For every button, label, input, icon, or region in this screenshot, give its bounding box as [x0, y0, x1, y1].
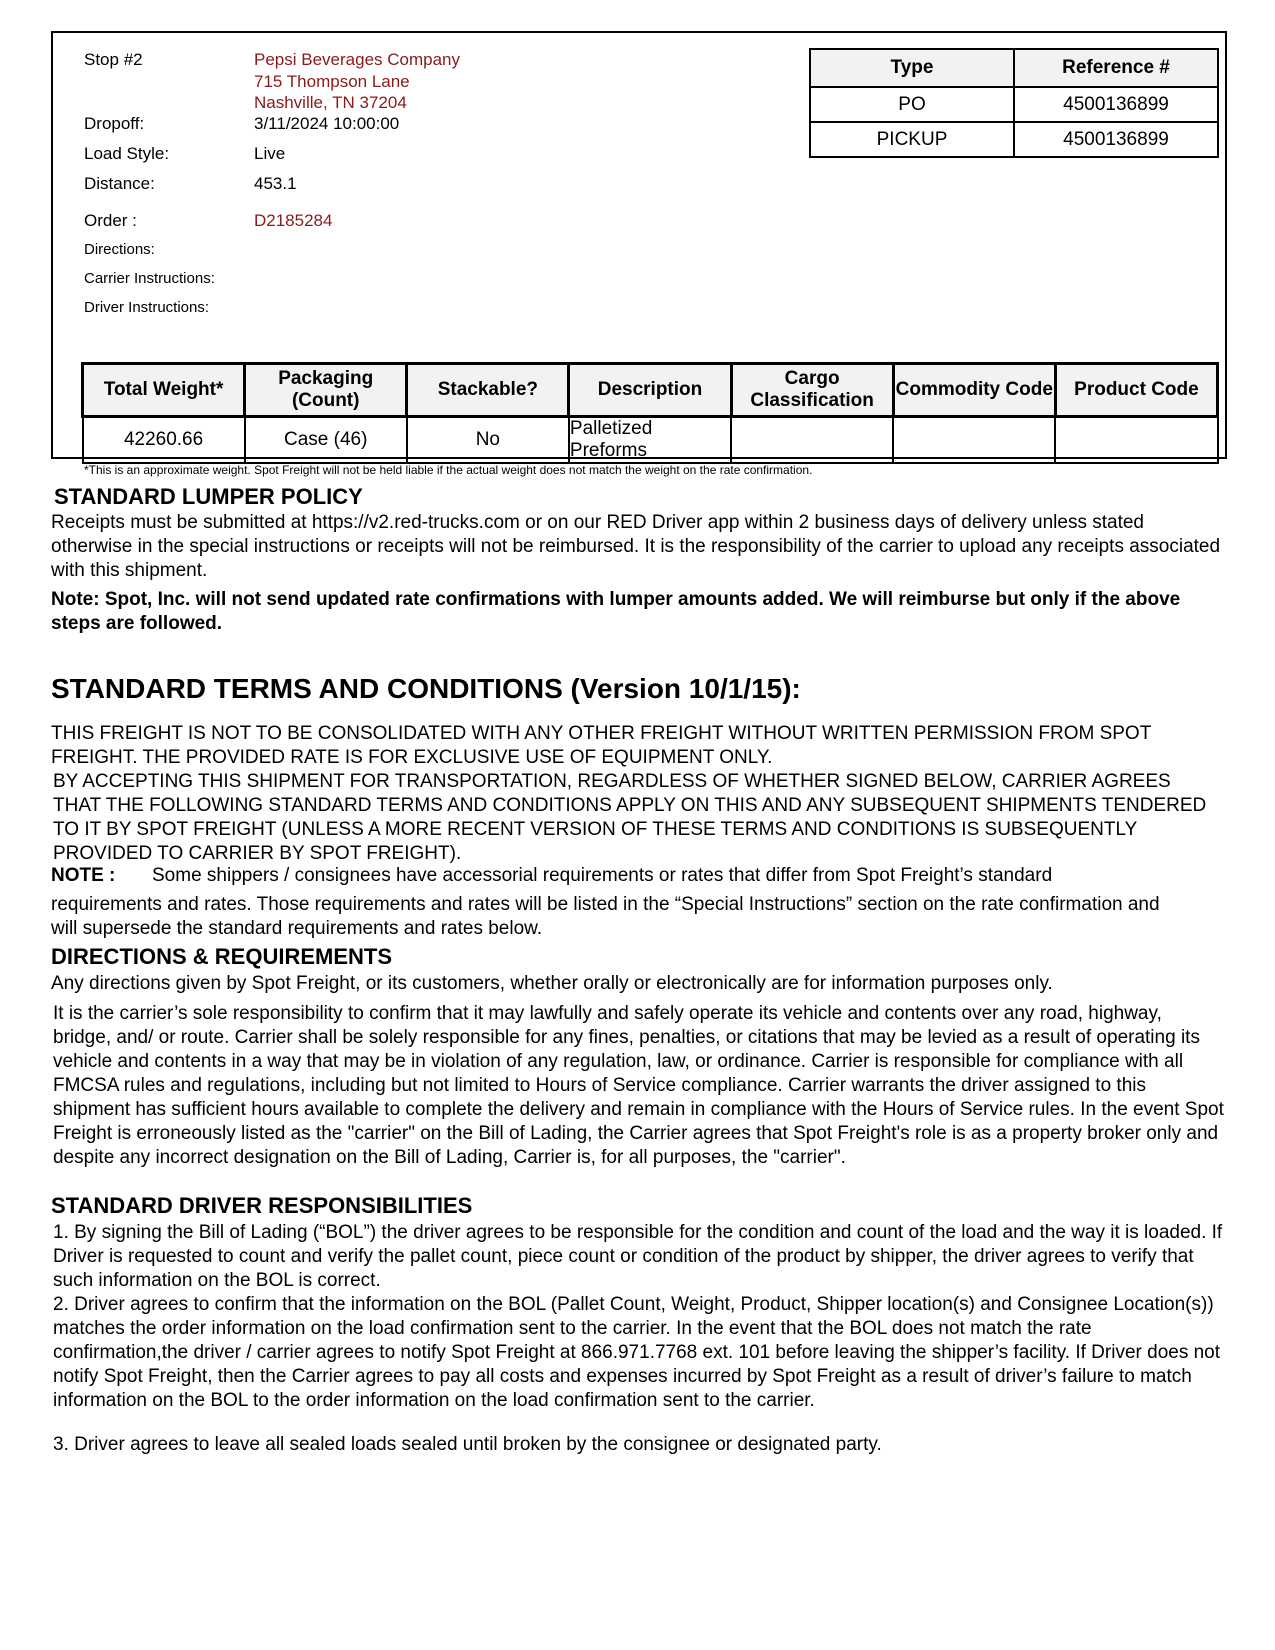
description-cell: Palletized Preforms: [569, 417, 731, 464]
directions-paragraph-1: Any directions given by Spot Freight, or its customers, whether orally or electronically are for information purposes only.: [51, 973, 1053, 994]
reference-table-header: [810, 49, 1218, 87]
terms-paragraph-1: THIS FREIGHT IS NOT TO BE CONSOLIDATED WITH ANY OTHER FREIGHT WITHOUT WRITTEN PERMISSION FROM SPOT FREIGHT. THE PROVIDED RATE IS FOR EXCLUSIVE USE OF EQUIPMENT ONLY.: [51, 723, 1151, 768]
order-value: D2185284: [254, 211, 333, 230]
header-total-weight: Total Weight*: [83, 364, 245, 417]
weight-footnote: *This is an approximate weight. Spot Freight will not be held liable if the actual weight does not match the weight on the rate confirmation.: [84, 463, 813, 477]
driver-responsibilities-heading: STANDARD DRIVER RESPONSIBILITIES: [51, 1193, 473, 1218]
driver-responsibility-2: 2. Driver agrees to confirm that the information on the BOL (Pallet Count, Weight, Product, Shipper location(s) and Consignee Location(s)) matches the order information on the load confirmation sent to the carrier. In the event that the BOL does not match the rate confirmation,the driver / carrier agrees to notify Spot Freight at 866.971.7768 ext. 101 before leaving the shipper’s facility. If Driver does not notify Spot Freight, then the Carrier agrees to pay all costs and expenses incurred by Spot Freight as a result of driver’s failure to match information on the BOL to the order information on the load confirmation sent to the carrier.: [53, 1294, 1221, 1411]
header-description: Description: [569, 364, 731, 417]
dropoff-value: 3/11/2024 10:00:00: [254, 114, 400, 133]
load-style-value: Live: [254, 144, 286, 163]
lumper-policy-body: Receipts must be submitted at https://v2.red-trucks.com or on our RED Driver app within 2 business days of delivery unless stated otherwise in the special instructions or receipts will not be reimbursed. It is the responsibility of the carrier to upload any receipts associated with this shipment.: [51, 512, 1221, 581]
reference-table: [809, 48, 1219, 158]
driver-responsibility-3: 3. Driver agrees to leave all sealed loads sealed until broken by the consignee or designated party.: [53, 1434, 882, 1455]
ref-type-cell: PICKUP: [810, 122, 1014, 157]
commodity-code-cell: [893, 417, 1055, 464]
ref-number-cell: 4500136899: [1014, 122, 1218, 157]
consignee-company: Pepsi Beverages Company: [254, 50, 461, 69]
load-style-label: Load Style:: [84, 144, 170, 163]
header-cargo-classification: Cargo Classification: [731, 364, 893, 417]
product-code-cell: [1055, 417, 1217, 464]
driver-responsibility-1: 1. By signing the Bill of Lading (“BOL”) the driver agrees to be responsible for the condition and count of the load and the way it is loaded. If Driver is requested to count and verify the pallet count, piece count or condition of the product by shipper, the driver agrees to verify that such information on the BOL is correct.: [53, 1222, 1223, 1291]
header-commodity-code: Commodity Code: [893, 364, 1055, 417]
table-row: [810, 122, 1218, 157]
terms-heading: STANDARD TERMS AND CONDITIONS (Version 10/1/15):: [51, 673, 801, 704]
stop-label: Stop #2: [84, 50, 143, 69]
ref-header-reference: Reference #: [1014, 49, 1218, 87]
header-product-code: Product Code: [1055, 364, 1217, 417]
dropoff-label: Dropoff:: [84, 114, 145, 133]
terms-note-first-line: Some shippers / consignees have accessorial requirements or rates that differ from Spot Freight’s standard: [152, 865, 1053, 886]
consignee-address-line2: Nashville, TN 37204: [254, 93, 407, 112]
directions-paragraph-2: It is the carrier’s sole responsibility to confirm that it may lawfully and safely operate its vehicle and contents over any road, highway, bridge, and/ or route. Carrier shall be solely responsible for any fines, penalties, or citations that may be levied as a result of operating its vehicle and contents in a way that may be in violation of any regulation, law, or ordinance. Carrier is responsible for compliance with all FMCSA rules and regulations, including but not limited to Hours of Service compliance. Carrier warrants the driver assigned to this shipment has sufficient hours available to complete the delivery and remain in compliance with the Hours of Service rules. In the event Spot Freight is erroneously listed as the "carrier" on the Bill of Lading, the Carrier agrees that Spot Freight's role is as a property broker only and despite any incorrect designation on the Bill of Lading, Carrier is, for all purposes, the "carrier".: [53, 1003, 1224, 1168]
freight-table: [81, 362, 1219, 464]
distance-value: 453.1: [254, 174, 297, 193]
table-row: [810, 87, 1218, 122]
terms-note-label: NOTE :: [51, 865, 116, 886]
packaging-cell: Case (46): [245, 417, 407, 464]
directions-heading: DIRECTIONS & REQUIREMENTS: [51, 944, 393, 969]
header-stackable: Stackable?: [407, 364, 569, 417]
terms-note-continued: requirements and rates. Those requirements and rates will be listed in the “Special Instructions” section on the rate confirmation and will supersede the standard requirements and rates below.: [51, 894, 1160, 939]
ref-number-cell: 4500136899: [1014, 87, 1218, 122]
freight-table-header: [83, 364, 1218, 417]
header-packaging: Packaging (Count): [245, 364, 407, 417]
carrier-instructions-label: Carrier Instructions:: [84, 270, 215, 287]
terms-paragraph-2: BY ACCEPTING THIS SHIPMENT FOR TRANSPORTATION, REGARDLESS OF WHETHER SIGNED BELOW, CARRIER AGREES THAT THE FOLLOWING STANDARD TERMS AND CONDITIONS APPLY ON THIS AND ANY SUBSEQUENT SHIPMENTS TENDERED TO IT BY SPOT FREIGHT (UNLESS A MORE RECENT VERSION OF THESE TERMS AND CONDITIONS IS SUBSEQUENTLY PROVIDED TO CARRIER BY SPOT FREIGHT).: [53, 771, 1207, 864]
lumper-policy-note: Note: Spot, Inc. will not send updated rate confirmations with lumper amounts added. We will reimburse but only if the above steps are followed.: [51, 589, 1181, 634]
lumper-policy-heading: STANDARD LUMPER POLICY: [54, 484, 363, 509]
cargo-classification-cell: [731, 417, 893, 464]
table-row: [83, 417, 1218, 464]
directions-label: Directions:: [84, 241, 155, 258]
distance-label: Distance:: [84, 174, 155, 193]
ref-header-type: Type: [810, 49, 1014, 87]
driver-instructions-label: Driver Instructions:: [84, 299, 210, 316]
ref-type-cell: PO: [810, 87, 1014, 122]
total-weight-cell: 42260.66: [83, 417, 245, 464]
consignee-address-line1: 715 Thompson Lane: [254, 72, 410, 91]
stackable-cell: No: [407, 417, 569, 464]
order-label: Order :: [84, 211, 137, 230]
